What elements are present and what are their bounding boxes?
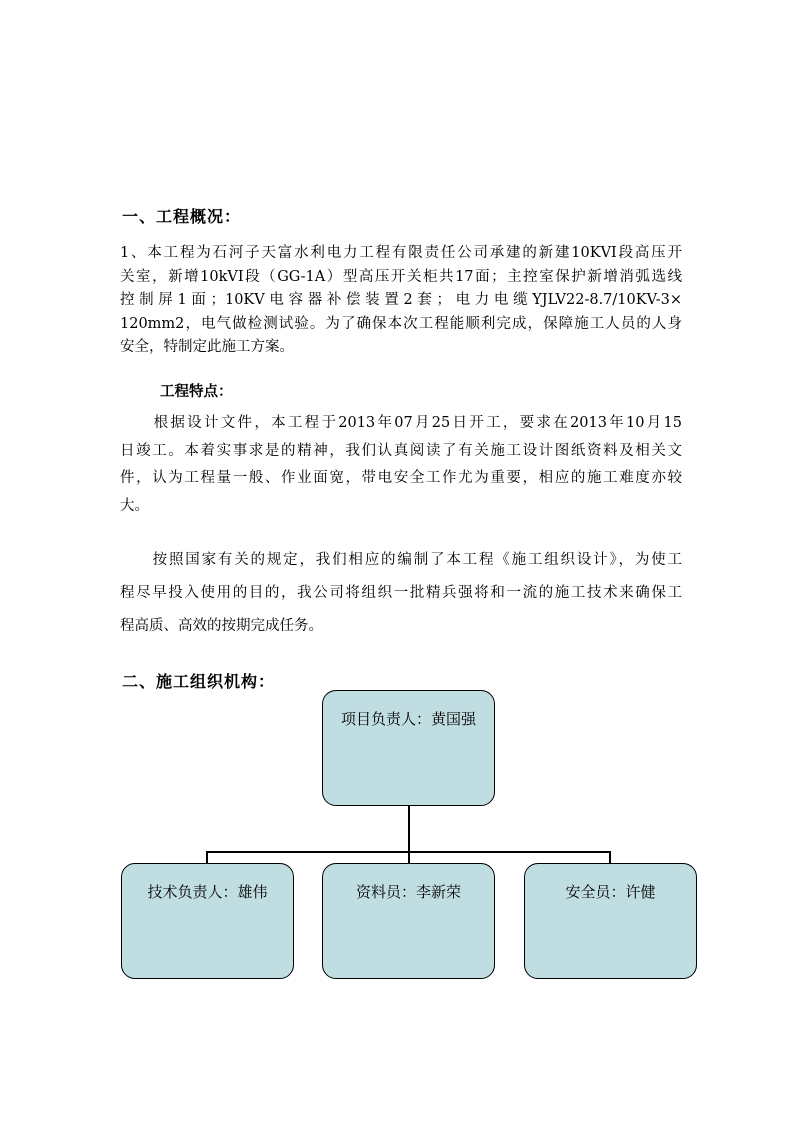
section-1-heading: 一、工程概况： <box>122 207 242 226</box>
overview-line-5: 安全，特制定此施工方案。 <box>120 339 294 355</box>
plan-line-3: 程高质、高效的按期完成任务。 <box>120 618 323 634</box>
org-child-box-records: 资料员：李新荣 <box>322 863 495 979</box>
features-line-3: 件，认为工程量一般、作业面宽，带电安全工作尤为重要，相应的施工难度亦较 <box>120 470 682 486</box>
overview-line-3: 控制屏1面；10KV电容器补偿装置2套；电力电缆YJLV22-8.7/10KV-3× <box>120 292 682 308</box>
plan-paragraph <box>120 544 682 643</box>
features-line-1: 根据设计文件，本工程于2013年07月25日开工，要求在2013年10月15 <box>120 415 682 431</box>
features-heading: 工程特点： <box>160 384 233 400</box>
features-line-4: 大。 <box>120 497 149 514</box>
features-line-2: 日竣工。本着实事求是的精神，我们认真阅读了有关施工设计图纸资料及相关文 <box>120 442 682 459</box>
org-root-box: 项目负责人：黄国强 <box>322 690 495 806</box>
overview-line-4: 120mm2，电气做检测试验。为了确保本次工程能顺利完成，保障施工人员的人身 <box>120 315 682 332</box>
org-connector-vertical-root <box>408 806 410 852</box>
features-paragraph <box>120 410 682 520</box>
overview-line-2: 关室，新增10kVI段（GG-1A）型高压开关柜共17面；主控室保护新增消弧选线 <box>120 268 682 285</box>
plan-line-1: 按照国家有关的规定，我们相应的编制了本工程《施工组织设计》，为使工 <box>120 552 682 568</box>
overview-paragraph <box>120 242 682 360</box>
section-2-heading: 二、施工组织机构： <box>122 672 276 691</box>
plan-line-2: 程尽早投入使用的目的，我公司将组织一批精兵强将和一流的施工技术来确保工 <box>120 585 682 601</box>
overview-line-1: 1、本工程为石河子天富水利电力工程有限责任公司承建的新建10KVI段高压开 <box>120 245 682 261</box>
org-child-box-tech: 技术负责人：雄伟 <box>121 863 294 979</box>
org-child-box-safety: 安全员：许健 <box>524 863 697 979</box>
